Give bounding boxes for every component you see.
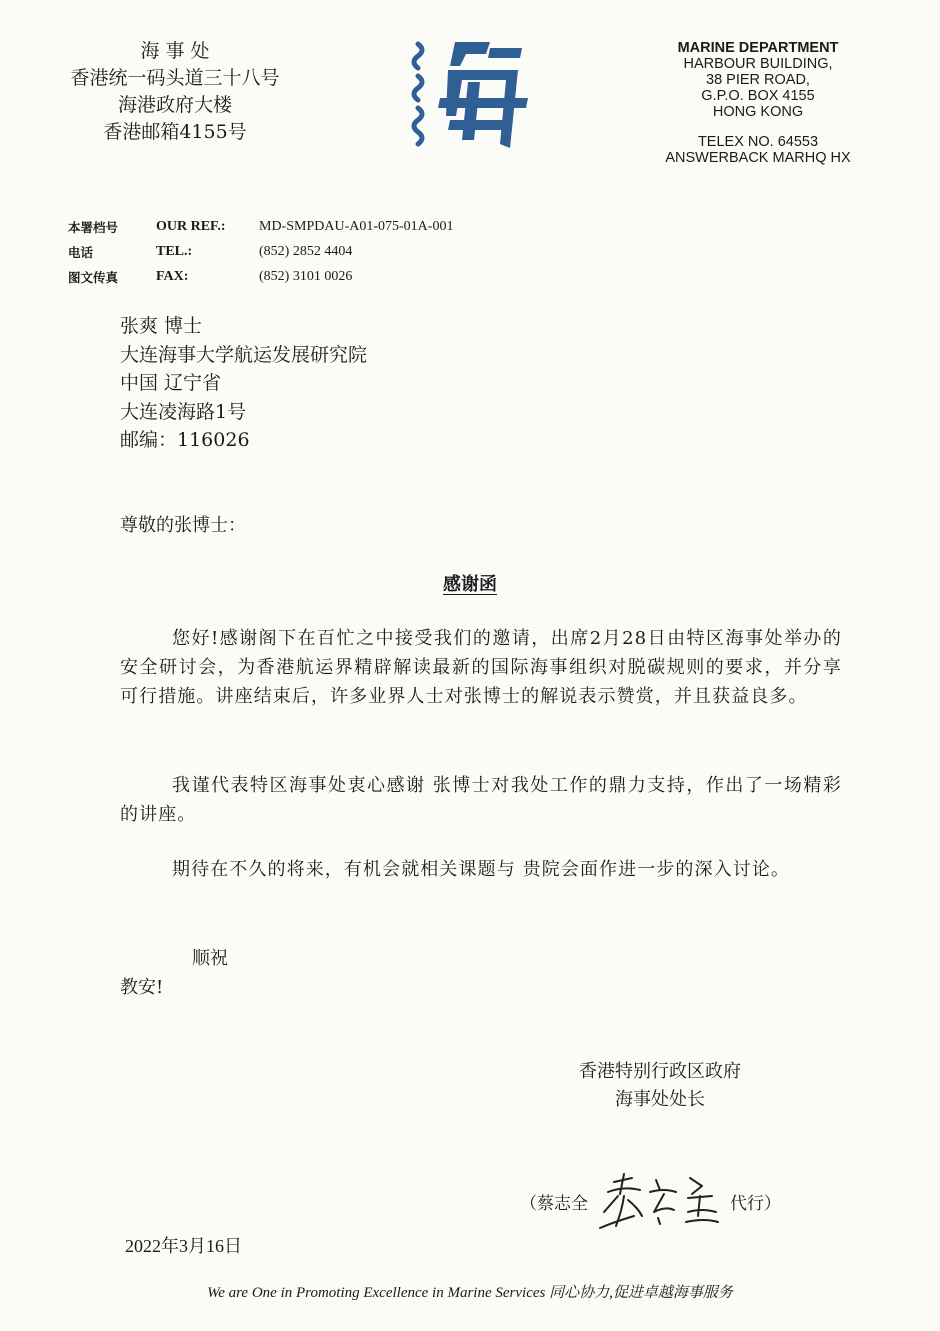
body-paragraph: 期待在不久的将来，有机会就相关课题与 贵院会面作进一步的深入讨论。 (172, 859, 791, 880)
ref-label-cn: 本署档号 (68, 219, 119, 235)
recipient-line: 大连凌海路1号 (120, 400, 247, 423)
recipient-line: 邮编：116026 (120, 429, 250, 451)
salutation: 尊敬的张博士： (120, 515, 246, 536)
cn-address-block (40, 38, 310, 146)
cn-address-line: 香港统一码头道三十八号 (70, 67, 280, 89)
cn-address-line: 海 事 处 (140, 40, 210, 62)
ref-row-ref (68, 214, 453, 239)
recipient-block (120, 312, 367, 455)
recipient-line: 大连海事大学航运发展研究院 (120, 343, 368, 366)
body-paragraph: 我谨代表特区海事处衷心感谢 张博士对我处工作的鼎力支持，作出了一场精彩的讲座。 (120, 775, 842, 825)
tel-value: (852) 2852 4404 (259, 243, 353, 259)
fax-value: (852) 3101 0026 (259, 268, 353, 284)
signature-org-line: 海事处处长 (615, 1089, 705, 1110)
ref-label-en: FAX: (156, 268, 189, 284)
answerback: ANSWERBACK MARHQ HX (665, 150, 851, 166)
ref-label-cn: 电话 (68, 244, 94, 260)
letter-title: 感谢函 (443, 574, 497, 595)
ref-label-en: TEL.: (156, 243, 193, 259)
handwritten-signature (594, 1172, 724, 1230)
signer-suffix: 代行） (730, 1193, 781, 1214)
signature-org (520, 1058, 800, 1114)
cn-address-line: 香港邮箱4155号 (103, 121, 247, 143)
telex-number: TELEX NO. 64553 (697, 134, 819, 150)
letter-date: 2022年3月16日 (125, 1236, 242, 1256)
en-address-line: HARBOUR BUILDING, (683, 56, 833, 72)
ref-row-fax (68, 264, 453, 289)
ref-label-cn: 图文传真 (68, 269, 119, 285)
body-paragraph: 您好!感谢阁下在百忙之中接受我们的邀请，出席2月28日由特区海事处举办的安全研讨会，为香港航运界精辟解读最新的国际海事组织对脱碳规则的要求，并分享可行措施。讲座结束后，许多业界人士对张博士的解说表示赞赏，并且获益良多。 (120, 628, 842, 707)
recipient-line: 中国 辽宁省 (120, 372, 222, 394)
ref-value: MD-SMPDAU-A01-075-01A-001 (259, 218, 454, 234)
en-address-block (630, 40, 886, 166)
cn-address-line: 海港政府大楼 (117, 94, 232, 116)
department-name: MARINE DEPARTMENT (677, 40, 839, 56)
closing-line: 顺祝 (192, 948, 228, 969)
en-address-line: G.P.O. BOX 4155 (701, 88, 815, 104)
en-address-line: HONG KONG (712, 104, 804, 120)
signer-line (520, 1172, 781, 1230)
closing-line: 教安! (120, 977, 164, 998)
reference-block (68, 214, 453, 289)
recipient-line: 张爽 博士 (120, 315, 203, 337)
ref-row-tel (68, 239, 453, 264)
signature-org-line: 香港特别行政区政府 (579, 1061, 741, 1082)
en-address-line: 38 PIER ROAD, (706, 72, 810, 88)
signer-prefix: （蔡志全 (520, 1193, 588, 1214)
ref-label-en: OUR REF.: (156, 218, 226, 234)
footer-motto: We are One in Promoting Excellence in Marine Services 同心协力,促进卓越海事服务 (207, 1285, 733, 1301)
hai-character-logo (410, 36, 530, 156)
